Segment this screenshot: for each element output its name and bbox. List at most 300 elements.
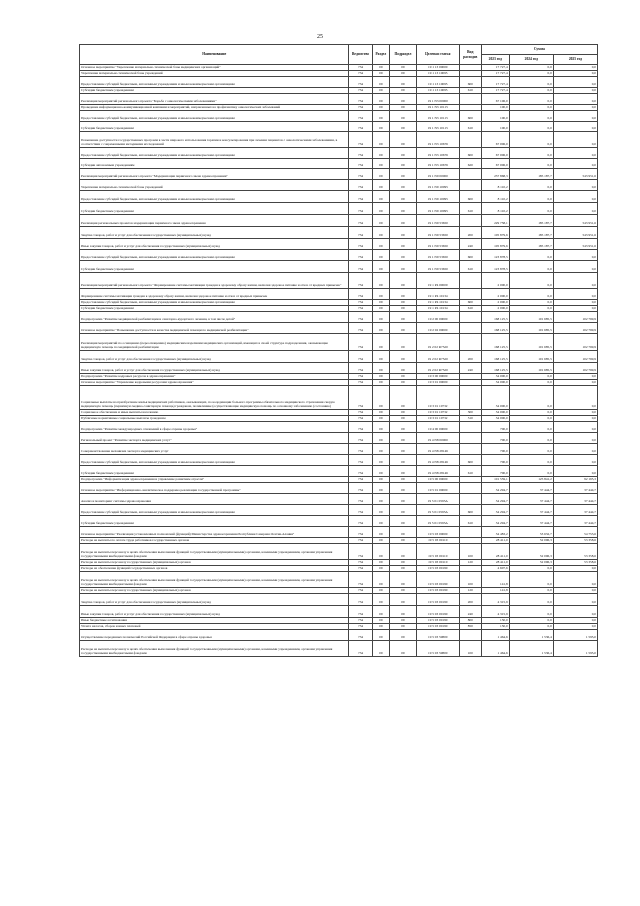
cell-r: 09	[372, 65, 389, 71]
cell-a: 168 125,5	[481, 323, 509, 334]
cell-b: 0,0	[509, 422, 553, 433]
cell-v: 734	[349, 239, 372, 250]
page-number: 25	[317, 34, 323, 40]
cell-cs: 19 1 N9 53650	[416, 261, 459, 273]
cell-name: Основное мероприятие "Реализация установленных полномочий (функций) Министерства здравоохранения Республики Северная Осетия-Алания"	[80, 527, 349, 538]
cell-c: 0,0	[553, 203, 597, 215]
cell-a: 168 125,5	[481, 363, 509, 374]
cell-a: 100,0	[481, 122, 509, 132]
table-row	[80, 180, 598, 191]
header-2024: 2024 год	[509, 55, 553, 65]
cell-name: Субсидии бюджетным учреждениям	[80, 203, 349, 215]
cell-v: 734	[349, 159, 372, 169]
cell-cs: 19 1 N3 10115	[416, 105, 459, 111]
cell-a: 150,0	[481, 618, 509, 624]
cell-name: Иные закупки товаров, работ и услуг для обеспечения государственных (муниципальных) нужд	[80, 239, 349, 250]
cell-p: 09	[390, 566, 417, 572]
cell-name: Укрепление материально-технической базы учреждений	[80, 180, 349, 191]
header-name: Наименование	[80, 45, 349, 65]
cell-b: 0,0	[509, 273, 553, 289]
cell-v: 734	[349, 250, 372, 261]
cell-vr	[459, 630, 481, 641]
cell-r: 09	[372, 618, 389, 624]
cell-a: 2 000,0	[481, 300, 509, 306]
cell-r: 09	[372, 215, 389, 227]
cell-cs: 19 5 03 00110	[416, 544, 459, 560]
cell-cs: 19 5 03 00190	[416, 566, 459, 572]
table-row	[80, 159, 598, 169]
cell-c: 0,0	[553, 380, 597, 386]
cell-v: 734	[349, 77, 372, 88]
cell-name: Формирование системы мотивации граждан к здоровому образу жизни, включая здоровое питание и отказ от вредных привычек	[80, 289, 349, 300]
cell-a: 34 294,7	[481, 483, 509, 494]
cell-v: 734	[349, 306, 372, 312]
cell-vr	[459, 94, 481, 105]
cell-vr: 600	[459, 505, 481, 516]
cell-name: Субсидии бюджетным учреждениям	[80, 466, 349, 477]
cell-b: 0,0	[509, 132, 553, 148]
table-row	[80, 594, 598, 606]
cell-vr	[459, 169, 481, 180]
table-row	[80, 641, 598, 657]
cell-p: 09	[390, 516, 417, 527]
cell-cs: 19 4 N8 28146	[416, 466, 459, 477]
cell-name: Субсидии бюджетным учреждениям	[80, 516, 349, 527]
cell-name: Уплата налогов, сборов и иных платежей	[80, 624, 349, 630]
cell-vr: 100	[459, 572, 481, 588]
cell-vr	[459, 132, 481, 148]
cell-p: 09	[390, 111, 417, 122]
table-row	[80, 455, 598, 466]
table-row	[80, 215, 598, 227]
cell-vr	[459, 433, 481, 444]
cell-v: 734	[349, 544, 372, 560]
table-row	[80, 433, 598, 444]
cell-c: 0,0	[553, 71, 597, 77]
header-2025: 2025 год	[553, 55, 597, 65]
table-row	[80, 289, 598, 300]
cell-a: 2 000,0	[481, 289, 509, 300]
cell-b: 101 685,5	[509, 312, 553, 323]
cell-v: 734	[349, 560, 372, 566]
cell-vr: 200	[459, 351, 481, 363]
cell-p: 09	[390, 105, 417, 111]
cell-v: 734	[349, 630, 372, 641]
cell-c: 543 951,6	[553, 227, 597, 239]
cell-c: 0,0	[553, 77, 597, 88]
cell-p: 09	[390, 624, 417, 630]
cell-v: 734	[349, 169, 372, 180]
header-section: Раздел	[372, 45, 389, 65]
cell-r: 09	[372, 77, 389, 88]
cell-r: 09	[372, 630, 389, 641]
cell-v: 734	[349, 594, 372, 606]
cell-r: 09	[372, 527, 389, 538]
table-row	[80, 544, 598, 560]
cell-v: 734	[349, 351, 372, 363]
cell-a: 34 294,7	[481, 505, 509, 516]
table-row	[80, 516, 598, 527]
cell-v: 734	[349, 94, 372, 105]
cell-c: 0,0	[553, 94, 597, 105]
cell-p: 09	[390, 351, 417, 363]
cell-c: 0,0	[553, 273, 597, 289]
cell-name: Расходы на обеспечение функций государственных органов	[80, 566, 349, 572]
cell-r: 09	[372, 250, 389, 261]
cell-name: Иные закупки товаров, работ и услуг для обеспечения государственных (муниципальных) нужд	[80, 606, 349, 618]
cell-v: 734	[349, 111, 372, 122]
cell-p: 09	[390, 538, 417, 544]
cell-name: Предоставление субсидий бюджетным, автономным учреждениям и иным некоммерческим организациям	[80, 191, 349, 203]
table-row	[80, 444, 598, 455]
cell-name: Реализация мероприятий регионального проекта "Борьба с онкологическими заболеваниями"	[80, 94, 349, 105]
cell-name: Анализ и мониторинг системы здравоохранения	[80, 494, 349, 505]
cell-p: 09	[390, 132, 417, 148]
cell-p: 09	[390, 544, 417, 560]
cell-a: 105 879,6	[481, 239, 509, 250]
cell-p: 09	[390, 65, 417, 71]
cell-b: 52 096,3	[509, 538, 553, 544]
cell-a: 67 006,0	[481, 132, 509, 148]
cell-c: 0,0	[553, 422, 597, 433]
cell-b: 0,0	[509, 159, 553, 169]
cell-c: 37 444,7	[553, 494, 597, 505]
cell-name: Реализация мероприятий по оснащению (переоснащению) медицинским изделиями медицинских организаций, имеющих в своей структуре подразделения, оказывающие медицинскую помощь по медицинской реабилитации	[80, 334, 349, 351]
cell-p: 09	[390, 273, 417, 289]
cell-r: 09	[372, 416, 389, 422]
cell-p: 09	[390, 641, 417, 657]
cell-cs: 19 1 N3 10676	[416, 132, 459, 148]
table-body	[80, 65, 598, 657]
cell-cs: 19 1 P4 10134	[416, 300, 459, 306]
cell-b: 0,0	[509, 572, 553, 588]
cell-name: Укрепление материально-технической базы учреждений	[80, 71, 349, 77]
cell-r: 09	[372, 323, 389, 334]
cell-c: 0,0	[553, 606, 597, 618]
cell-name: Предоставление субсидий бюджетным, автономным учреждениям и иным некоммерческим организациям	[80, 111, 349, 122]
cell-vr	[459, 483, 481, 494]
header-target-item: Целевая статья	[416, 45, 459, 65]
cell-v: 734	[349, 289, 372, 300]
cell-c: 37 444,7	[553, 483, 597, 494]
cell-name: Расходы на выплаты персоналу в целях обеспечения выполнения функций государственными (муниципальными) органами, казенными учреждениями, органами управления государственными внебюджетными фондами	[80, 641, 349, 657]
cell-p: 09	[390, 227, 417, 239]
cell-cs: 19 5 01 00000	[416, 483, 459, 494]
cell-a: 17 727,4	[481, 88, 509, 94]
cell-name: Основное мероприятие "Укрепление материально-технической базы медицинских организаций"	[80, 65, 349, 71]
cell-vr: 200	[459, 227, 481, 239]
cell-b: 185 187,7	[509, 169, 553, 180]
cell-a: 17 727,4	[481, 71, 509, 77]
cell-v: 734	[349, 71, 372, 77]
table-row	[80, 239, 598, 250]
table-row	[80, 505, 598, 516]
cell-p: 09	[390, 374, 417, 380]
cell-name: Социальное обеспечение и иные выплаты населению	[80, 410, 349, 416]
cell-cs: 19 1 N9 00000	[416, 169, 459, 180]
cell-b: 0,0	[509, 105, 553, 111]
cell-cs: 19 4 N8 00000	[416, 433, 459, 444]
cell-vr: 600	[459, 148, 481, 159]
cell-p: 09	[390, 180, 417, 191]
cell-name: Предоставление субсидий бюджетным, автономным учреждениям и иным некоммерческим организациям	[80, 148, 349, 159]
cell-p: 09	[390, 77, 417, 88]
cell-v: 734	[349, 180, 372, 191]
cell-b: 101 685,5	[509, 323, 553, 334]
cell-vr: 100	[459, 641, 481, 657]
cell-name: Региональный проект "Развитие экспорта медицинских услуг"	[80, 433, 349, 444]
cell-r: 09	[372, 261, 389, 273]
cell-cs: 19 1 P4 10134	[416, 289, 459, 300]
cell-a: 34 000,0	[481, 416, 509, 422]
cell-cs: 19 5 01 0593A	[416, 494, 459, 505]
cell-cs: 19 5 03 00190	[416, 606, 459, 618]
cell-vr	[459, 289, 481, 300]
cell-b: 0,0	[509, 300, 553, 306]
cell-p: 09	[390, 312, 417, 323]
table-row	[80, 122, 598, 132]
cell-c: 102 769,9	[553, 351, 597, 363]
cell-v: 734	[349, 588, 372, 594]
cell-p: 09	[390, 433, 417, 444]
cell-vr: 610	[459, 122, 481, 132]
cell-v: 734	[349, 191, 372, 203]
cell-p: 09	[390, 527, 417, 538]
cell-cs: 19 1 N3 10676	[416, 159, 459, 169]
cell-r: 09	[372, 180, 389, 191]
cell-cs: 19 1 N3 00000	[416, 94, 459, 105]
cell-vr: 120	[459, 588, 481, 594]
cell-p: 09	[390, 169, 417, 180]
cell-cs: 19 2 02 R7520	[416, 351, 459, 363]
cell-p: 09	[390, 88, 417, 94]
cell-name: Подпрограмма "Развитие кадровых ресурсов в здравоохранении"	[80, 374, 349, 380]
cell-r: 09	[372, 300, 389, 306]
cell-vr: 600	[459, 191, 481, 203]
cell-a: 67 006,0	[481, 148, 509, 159]
cell-v: 734	[349, 410, 372, 416]
cell-a: 141,8	[481, 588, 509, 594]
cell-name: Подпрограмма "Информатизация здравоохранения и управление развитием отрасли"	[80, 477, 349, 483]
cell-r: 09	[372, 588, 389, 594]
cell-vr: 800	[459, 618, 481, 624]
cell-b: 0,0	[509, 65, 553, 71]
cell-p: 09	[390, 416, 417, 422]
cell-v: 734	[349, 334, 372, 351]
cell-r: 09	[372, 148, 389, 159]
cell-vr: 600	[459, 455, 481, 466]
cell-a: 8 110,2	[481, 203, 509, 215]
cell-name: Субсидии бюджетным учреждениям	[80, 306, 349, 312]
cell-b: 0,0	[509, 111, 553, 122]
cell-cs: 19 2 02 R7520	[416, 363, 459, 374]
cell-name: Субсидии бюджетным учреждениям	[80, 261, 349, 273]
cell-v: 734	[349, 606, 372, 618]
cell-r: 09	[372, 433, 389, 444]
cell-p: 09	[390, 306, 417, 312]
cell-c: 102 769,9	[553, 323, 597, 334]
table-row	[80, 323, 598, 334]
cell-name: Реализация региональных проектов модернизации первичного звена здравоохранения	[80, 215, 349, 227]
cell-b: 53 632,7	[509, 527, 553, 538]
cell-c: 0,0	[553, 105, 597, 111]
cell-name: Иные бюджетные ассигнования	[80, 618, 349, 624]
cell-a: 34 000,0	[481, 386, 509, 410]
cell-v: 734	[349, 444, 372, 455]
cell-a: 105 879,6	[481, 227, 509, 239]
cell-a: 34 294,7	[481, 516, 509, 527]
cell-b: 1 536,4	[509, 641, 553, 657]
cell-a: 168 125,5	[481, 334, 509, 351]
table-row	[80, 191, 598, 203]
cell-a: 229 758,1	[481, 215, 509, 227]
cell-b: 0,0	[509, 374, 553, 380]
cell-a: 141,8	[481, 572, 509, 588]
cell-vr: 100	[459, 544, 481, 560]
cell-b: 37 444,7	[509, 516, 553, 527]
cell-b: 37 444,7	[509, 505, 553, 516]
cell-v: 734	[349, 386, 372, 410]
cell-v: 734	[349, 374, 372, 380]
table-row	[80, 227, 598, 239]
cell-b: 0,0	[509, 566, 553, 572]
table-row	[80, 312, 598, 323]
table-row	[80, 132, 598, 148]
cell-cs: 19 1 N9 53650	[416, 215, 459, 227]
table-row	[80, 169, 598, 180]
cell-name: Подпрограмма "Развитие медицинской реабилитации и санаторно-курортного лечения, в том числе детей"	[80, 312, 349, 323]
cell-c: 1 595,0	[553, 641, 597, 657]
cell-cs: 19 1 N9 10095	[416, 191, 459, 203]
cell-v: 734	[349, 312, 372, 323]
cell-r: 09	[372, 363, 389, 374]
cell-vr: 240	[459, 606, 481, 618]
cell-r: 09	[372, 71, 389, 77]
cell-b: 0,0	[509, 180, 553, 191]
cell-v: 734	[349, 566, 372, 572]
cell-vr: 310	[459, 416, 481, 422]
cell-name: Предоставление субсидий бюджетным, автономным учреждениям и иным некоммерческим организациям	[80, 250, 349, 261]
cell-vr: 610	[459, 261, 481, 273]
table-row	[80, 334, 598, 351]
cell-r: 09	[372, 122, 389, 132]
cell-b: 0,0	[509, 203, 553, 215]
cell-p: 09	[390, 261, 417, 273]
table-row	[80, 273, 598, 289]
cell-v: 734	[349, 422, 372, 433]
cell-p: 09	[390, 630, 417, 641]
cell-name: Субсидии бюджетным учреждениям	[80, 88, 349, 94]
cell-a: 168 125,5	[481, 312, 509, 323]
cell-vr	[459, 444, 481, 455]
cell-c: 53 358,6	[553, 544, 597, 560]
cell-p: 09	[390, 94, 417, 105]
cell-b: 0,0	[509, 289, 553, 300]
cell-r: 09	[372, 132, 389, 148]
cell-r: 09	[372, 594, 389, 606]
cell-r: 09	[372, 273, 389, 289]
cell-c: 0,0	[553, 289, 597, 300]
cell-b: 0,0	[509, 594, 553, 606]
cell-c: 37 444,7	[553, 505, 597, 516]
cell-r: 09	[372, 516, 389, 527]
table-row	[80, 494, 598, 505]
cell-cs: 19 5 03 00110	[416, 538, 459, 544]
cell-v: 734	[349, 494, 372, 505]
cell-name: Социальные выплаты на приобретение жилья медицинских работников, оказывающих, по координации больного программы обязательного медицинского страхования скорую медицинскую помощь (первичную медико-санитарную помощь) гражданам, поликлинике (осуществляющие медицинскую помощь по основному заболеванию (состоянию)	[80, 386, 349, 410]
table-row	[80, 261, 598, 273]
cell-c: 543 951,6	[553, 215, 597, 227]
cell-c: 0,0	[553, 566, 597, 572]
cell-vr: 120	[459, 560, 481, 566]
cell-name: Закупка товаров, работ и услуг для обеспечения государственных (муниципальных) нужд	[80, 594, 349, 606]
cell-cs: 19 5 03 00110	[416, 560, 459, 566]
cell-b: 101 685,5	[509, 351, 553, 363]
cell-v: 734	[349, 203, 372, 215]
cell-r: 09	[372, 159, 389, 169]
cell-cs: 19 3 01 10732	[416, 416, 459, 422]
cell-a: 28 411,0	[481, 544, 509, 560]
cell-a: 100,0	[481, 105, 509, 111]
cell-c: 0,0	[553, 191, 597, 203]
cell-r: 09	[372, 560, 389, 566]
cell-c: 0,0	[553, 624, 597, 630]
cell-r: 09	[372, 111, 389, 122]
cell-name: Расходы на выплаты по оплате труда работников государственных органов	[80, 538, 349, 544]
table-row	[80, 572, 598, 588]
cell-r: 09	[372, 566, 389, 572]
cell-c: 543 951,6	[553, 239, 597, 250]
cell-cs: 19 1 N9 10095	[416, 203, 459, 215]
cell-name: Субсидии автономным учреждениям	[80, 159, 349, 169]
cell-c: 0,0	[553, 111, 597, 122]
cell-b: 185 187,7	[509, 215, 553, 227]
cell-a: 2 000,0	[481, 273, 509, 289]
cell-c: 0,0	[553, 159, 597, 169]
cell-c: 0,0	[553, 594, 597, 606]
cell-c: 0,0	[553, 148, 597, 159]
cell-c: 0,0	[553, 386, 597, 410]
cell-c: 0,0	[553, 455, 597, 466]
cell-r: 09	[372, 641, 389, 657]
table-row	[80, 77, 598, 88]
cell-p: 09	[390, 410, 417, 416]
cell-vr	[459, 312, 481, 323]
cell-p: 09	[390, 588, 417, 594]
cell-cs: 19 4 N8 28146	[416, 444, 459, 455]
table-row	[80, 422, 598, 433]
table-row	[80, 351, 598, 363]
cell-vr: 610	[459, 88, 481, 94]
cell-b: 185 187,7	[509, 239, 553, 250]
cell-b: 0,0	[509, 148, 553, 159]
cell-a: 4 315,9	[481, 606, 509, 618]
table-row	[80, 94, 598, 105]
cell-a: 34 000,0	[481, 380, 509, 386]
cell-p: 09	[390, 606, 417, 618]
cell-b: 0,0	[509, 606, 553, 618]
table-row	[80, 386, 598, 410]
cell-b: 0,0	[509, 618, 553, 624]
cell-c: 0,0	[553, 374, 597, 380]
cell-b: 0,0	[509, 94, 553, 105]
cell-p: 09	[390, 560, 417, 566]
cell-r: 09	[372, 334, 389, 351]
cell-cs: 19 4 00 00000	[416, 422, 459, 433]
cell-b: 0,0	[509, 416, 553, 422]
cell-p: 09	[390, 203, 417, 215]
cell-cs: 19 1 13 00000	[416, 65, 459, 71]
